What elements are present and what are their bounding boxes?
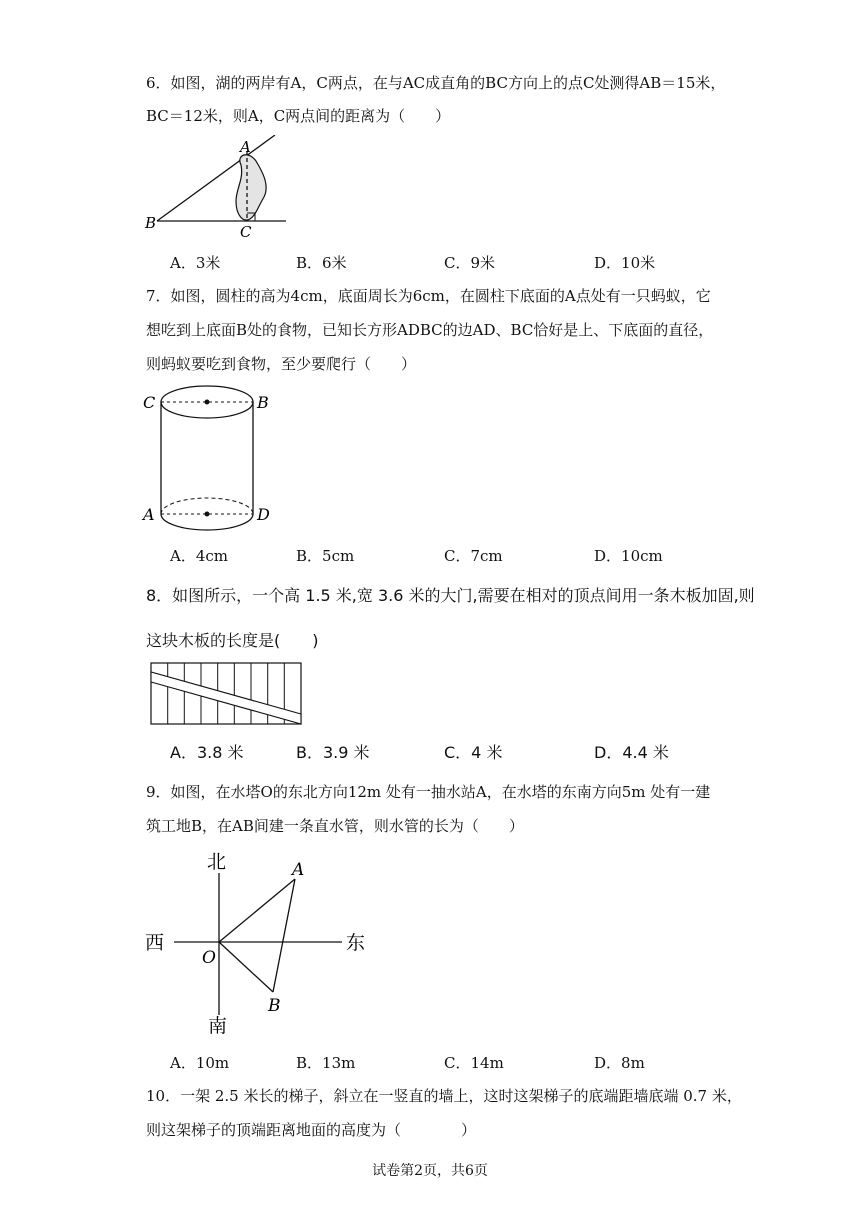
q9-option-d[interactable]: D．8m: [594, 1054, 645, 1072]
q9-label-west: 西: [145, 932, 165, 954]
q9-text-line1: 9．如图，在水塔O的东北方向12m 处有一抽水站A，在水塔的东南方向5m 处有一建: [146, 783, 711, 801]
q9-text-line2: 筑工地B，在AB间建一条直水管，则水管的长为（ ）: [146, 817, 524, 835]
q9-label-east: 东: [346, 932, 366, 954]
q7-option-a[interactable]: A．4cm: [170, 547, 229, 565]
q8-option-a[interactable]: A．3.8 米: [170, 743, 244, 762]
q10-text-line1: 10．一架 2.5 米长的梯子，斜立在一竖直的墙上，这时这架梯子的底端距墙底端 0.7 米，: [146, 1087, 742, 1105]
q6-option-b[interactable]: B．6米: [296, 254, 347, 272]
q7-text-line3: 则蚂蚁要吃到食物，至少要爬行（ ）: [146, 355, 417, 373]
q9-option-b[interactable]: B．13m: [296, 1054, 356, 1072]
q8-text-line2: 这块木板的长度是( ): [146, 631, 319, 650]
q9-option-c[interactable]: C．14m: [444, 1054, 504, 1072]
q9-label-b: B: [268, 996, 281, 1016]
q8-gate-figure: [150, 662, 304, 726]
q7-label-c: C: [143, 393, 156, 412]
q9-label-south: 南: [208, 1015, 228, 1037]
q6-lake-figure: [140, 135, 300, 245]
q9-compass-figure: [140, 845, 380, 1040]
q7-text-line2: 想吃到上底面B处的食物，已知长方形ADBC的边AD、BC恰好是上、下底面的直径，: [146, 321, 714, 339]
q8-option-c[interactable]: C．4 米: [444, 743, 503, 762]
q6-option-c[interactable]: C．9米: [444, 254, 496, 272]
q6-label-b: B: [145, 214, 157, 232]
q7-cylinder-figure: [140, 380, 280, 540]
q9-label-a: A: [292, 860, 305, 880]
q7-label-d: D: [257, 505, 270, 524]
q9-label-o: O: [202, 948, 216, 968]
q8-text-line1: 8．如图所示，一个高 1.5 米,宽 3.6 米的大门,需要在相对的顶点间用一条木板加固,则: [146, 586, 755, 605]
q9-label-north: 北: [207, 851, 227, 873]
q8-option-b[interactable]: B．3.9 米: [296, 743, 370, 762]
q7-text-line1: 7．如图，圆柱的高为4cm，底面周长为6cm，在圆柱下底面的A点处有一只蚂蚁，它: [146, 287, 711, 305]
q7-option-c[interactable]: C．7cm: [444, 547, 503, 565]
q6-option-d[interactable]: D．10米: [594, 254, 656, 272]
q7-option-d[interactable]: D．10cm: [594, 547, 663, 565]
q6-option-a[interactable]: A．3米: [170, 254, 221, 272]
q6-text-line1: 6．如图，湖的两岸有A，C两点，在与AC成直角的BC方向上的点C处测得AB＝15米，: [146, 74, 726, 92]
q10-text-line2: 则这架梯子的顶端距离地面的高度为（ ）: [146, 1121, 477, 1139]
q7-label-a: A: [143, 505, 155, 524]
q6-text-line2: BC＝12米，则A，C两点间的距离为（ ）: [146, 107, 451, 125]
q7-option-b[interactable]: B．5cm: [296, 547, 355, 565]
page-footer: 试卷第2页，共6页: [372, 1163, 488, 1179]
q6-label-a: A: [240, 138, 251, 156]
q8-option-d[interactable]: D．4.4 米: [594, 743, 669, 762]
q7-label-b: B: [257, 393, 269, 412]
q9-option-a[interactable]: A．10m: [170, 1054, 230, 1072]
q6-lake-shape: [236, 155, 266, 220]
q6-label-c: C: [240, 223, 252, 241]
